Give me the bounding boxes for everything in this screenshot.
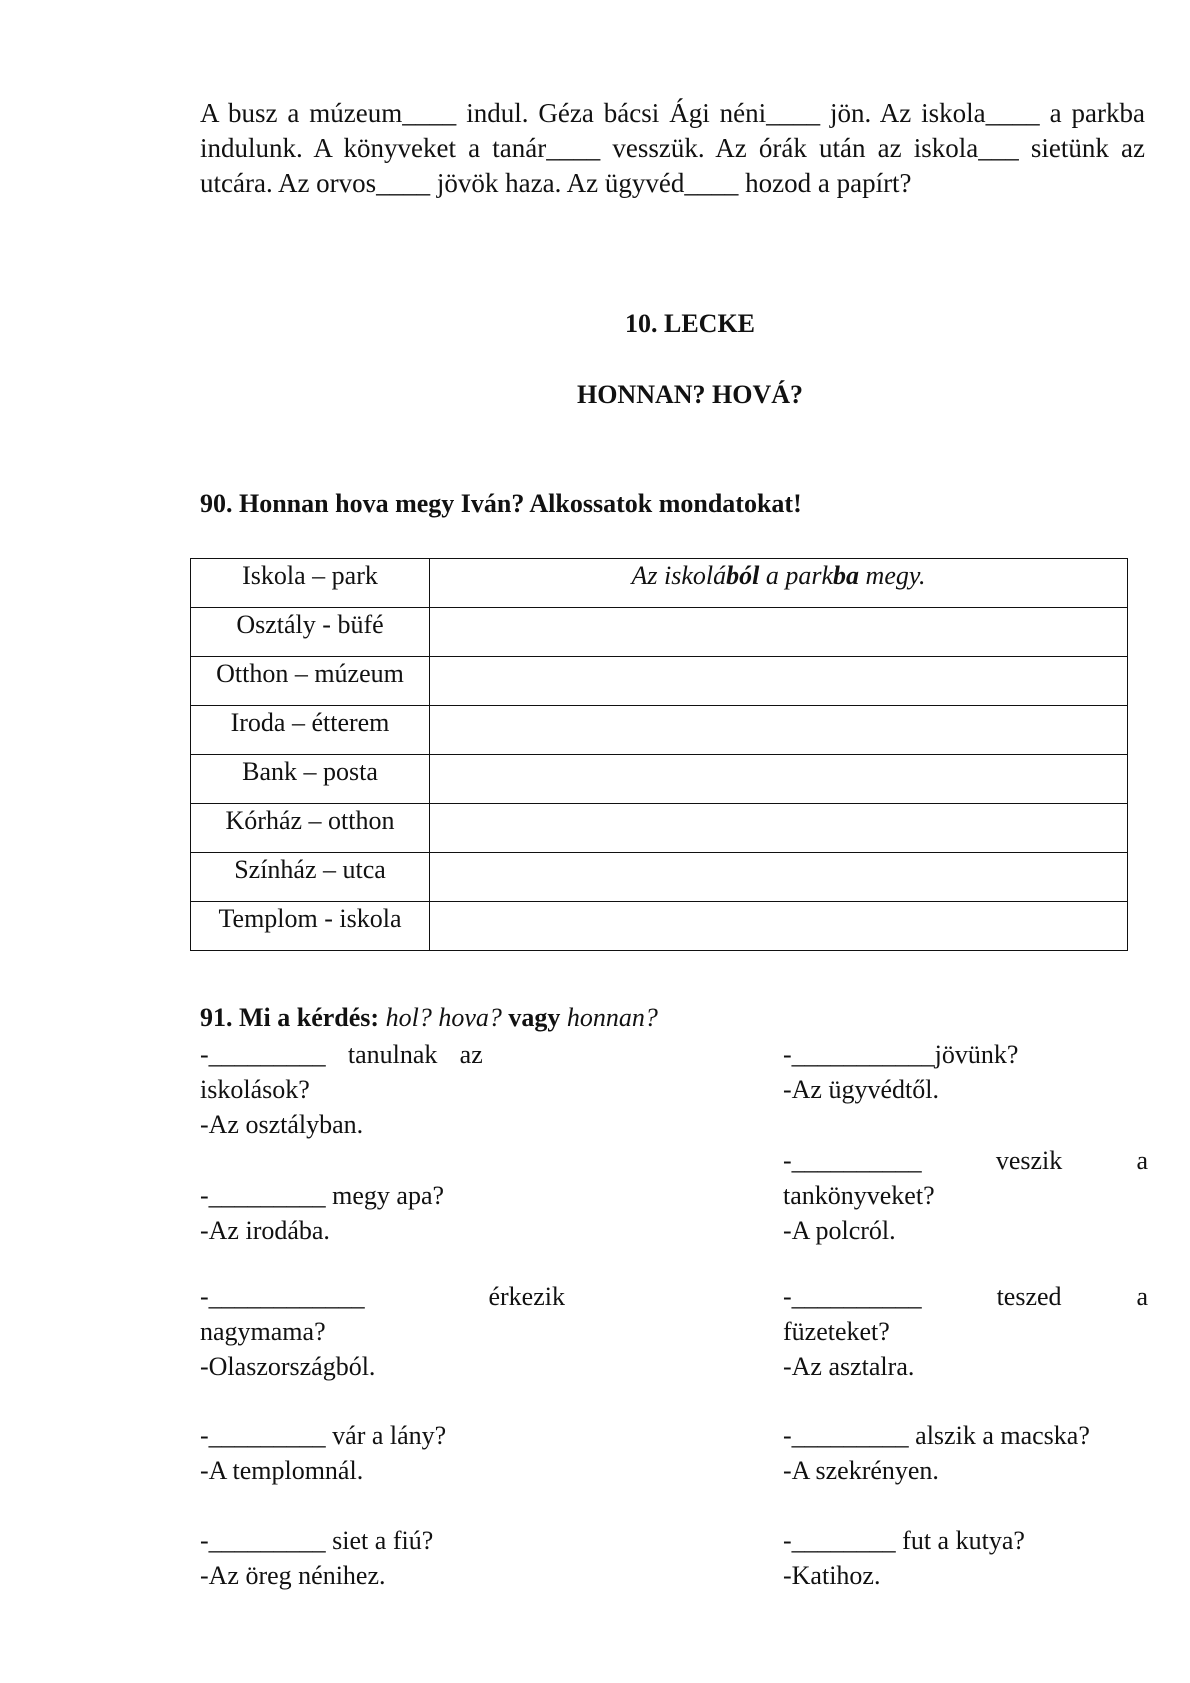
question-item (783, 1143, 1148, 1248)
exercise-91-heading: 91. Mi a kérdés: hol? hova? vagy honnan? (200, 1003, 658, 1032)
answer-blank[interactable]: -_________ (783, 1421, 909, 1450)
answer-blank[interactable]: -__________ (783, 1282, 922, 1311)
question-item (783, 1523, 1148, 1593)
exercise-90-table (190, 558, 1128, 951)
table-row (191, 608, 1128, 657)
answer-text: -A szekrényen. (783, 1456, 939, 1485)
table-row (191, 804, 1128, 853)
answer-text: -Az öreg nénihez. (200, 1561, 386, 1590)
question-line (200, 1178, 565, 1213)
answer-blank[interactable]: -____________ (200, 1282, 365, 1311)
question-item (200, 1523, 565, 1593)
question-text: tanulnak (347, 1040, 438, 1069)
place-pair: Színház – utca (191, 853, 430, 902)
question-item (200, 1279, 565, 1384)
answer-blank[interactable]: -__________ (783, 1146, 922, 1175)
question-line (783, 1279, 1148, 1314)
place-pair: Bank – posta (191, 755, 430, 804)
question-text: teszed (996, 1282, 1062, 1311)
answer-text: -Az osztályban. (200, 1110, 364, 1139)
place-pair: Iskola – park (191, 559, 430, 608)
place-pair: Osztály - büfé (191, 608, 430, 657)
lesson-topic: HONNAN? HOVÁ? (576, 380, 804, 409)
question-text: jövünk? (934, 1040, 1019, 1069)
question-text: a (1136, 1146, 1148, 1175)
question-item (783, 1418, 1148, 1488)
answer-text: -A polcról. (783, 1216, 896, 1245)
question-line (200, 1279, 565, 1314)
answer-blank[interactable]: -________ (783, 1526, 896, 1555)
answer-cell[interactable] (430, 657, 1128, 706)
exercise-90-heading: 90. Honnan hova megy Iván? Alkossatok mondatokat! (200, 489, 802, 518)
fill-in-paragraph: A busz a múzeum____ indul. Géza bácsi Ági néni____ jön. Az iskola____ a parkba indulunk. A könyveket a tanár____ vesszük. Az órák után az iskola___ sietünk az utcára. Az orvos____ jövök haza. Az ügyvéd____ hozod a papírt? (200, 98, 1145, 198)
answer-cell[interactable] (430, 706, 1128, 755)
answer-text: -Az asztalra. (783, 1352, 915, 1381)
question-line (783, 1418, 1148, 1453)
question-text: a (1136, 1282, 1148, 1311)
question-continuation: füzeteket? (783, 1317, 890, 1346)
question-line (200, 1418, 565, 1453)
question-item (200, 1037, 565, 1142)
question-item (783, 1037, 1148, 1107)
question-line (200, 1037, 565, 1072)
table-row (191, 657, 1128, 706)
lesson-number: 10. LECKE (624, 309, 756, 338)
table-row (191, 902, 1128, 951)
question-text: érkezik (488, 1282, 565, 1311)
answer-cell[interactable] (430, 608, 1128, 657)
answer-text: -Katihoz. (783, 1561, 881, 1590)
place-pair: Kórház – otthon (191, 804, 430, 853)
example-sentence: Az iskolából a parkba megy. (430, 559, 1128, 608)
table-row (191, 755, 1128, 804)
question-line (783, 1037, 1148, 1072)
question-text: fut a kutya? (895, 1526, 1025, 1555)
question-line (200, 1523, 565, 1558)
question-continuation: iskolások? (200, 1075, 310, 1104)
question-text: alszik a macska? (908, 1421, 1090, 1450)
question-item (200, 1418, 565, 1488)
question-text: az (459, 1040, 483, 1069)
question-text: vár a lány? (325, 1421, 447, 1450)
place-pair: Iroda – étterem (191, 706, 430, 755)
place-pair: Templom - iskola (191, 902, 430, 951)
answer-text: -Olaszországból. (200, 1352, 376, 1381)
place-pair: Otthon – múzeum (191, 657, 430, 706)
question-text: megy apa? (325, 1181, 445, 1210)
answer-cell[interactable] (430, 804, 1128, 853)
answer-text: -A templomnál. (200, 1456, 364, 1485)
table-row (191, 706, 1128, 755)
question-text: siet a fiú? (325, 1526, 434, 1555)
answer-cell[interactable] (430, 755, 1128, 804)
answer-text: -Az irodába. (200, 1216, 330, 1245)
answer-blank[interactable]: -_________ (200, 1181, 326, 1210)
answer-blank[interactable]: -_________ (200, 1526, 326, 1555)
answer-blank[interactable]: -___________ (783, 1040, 935, 1069)
table-row (191, 559, 1128, 608)
question-item (783, 1279, 1148, 1384)
answer-blank[interactable]: -_________ (200, 1421, 326, 1450)
answer-text: -Az ügyvédtől. (783, 1075, 939, 1104)
answer-cell[interactable] (430, 853, 1128, 902)
question-item (200, 1178, 565, 1248)
question-continuation: nagymama? (200, 1317, 326, 1346)
question-text: veszik (995, 1146, 1063, 1175)
question-line (783, 1143, 1148, 1178)
question-continuation: tankönyveket? (783, 1181, 935, 1210)
question-line (783, 1523, 1148, 1558)
answer-blank[interactable]: -_________ (200, 1040, 326, 1069)
answer-cell[interactable] (430, 902, 1128, 951)
table-row (191, 853, 1128, 902)
